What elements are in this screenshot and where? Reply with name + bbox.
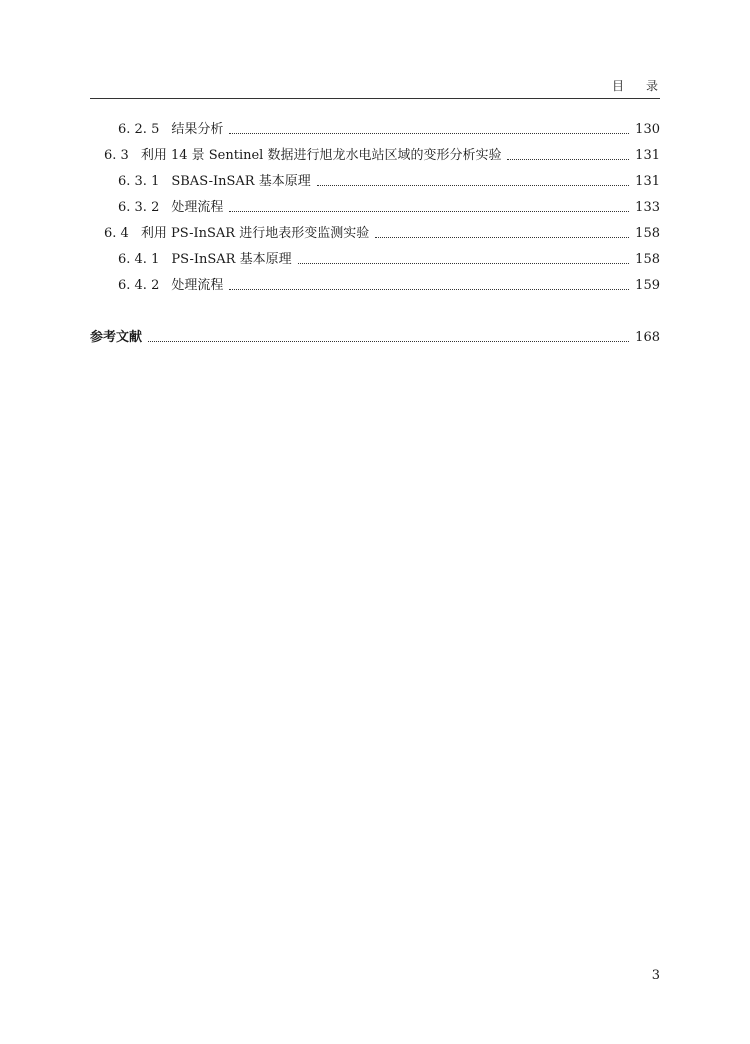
toc-entry-number: 6. 4. 1 bbox=[118, 252, 160, 267]
toc-entry-number: 6. 4. 2 bbox=[118, 278, 160, 293]
toc-entry-page: 131 bbox=[635, 148, 660, 163]
toc-leader-dots bbox=[229, 288, 629, 290]
toc-entry-page: 168 bbox=[635, 330, 660, 345]
toc-leader-dots bbox=[229, 210, 629, 212]
toc-leader-dots bbox=[229, 132, 629, 134]
toc-entry-6-3-2[interactable] bbox=[118, 200, 660, 216]
toc-leader-dots bbox=[375, 236, 629, 238]
toc-entry-6-3[interactable] bbox=[104, 148, 660, 164]
toc-entry-6-2-5[interactable] bbox=[118, 122, 660, 138]
page-number: 3 bbox=[651, 968, 660, 983]
toc-entry-6-3-1[interactable] bbox=[118, 174, 660, 190]
toc-entry-title: 结果分析 bbox=[171, 122, 224, 137]
toc-entry-title: 利用 PS-InSAR 进行地表形变监测实验 bbox=[140, 226, 370, 241]
toc-entry-page: 131 bbox=[635, 174, 660, 189]
toc-entry-page: 159 bbox=[635, 278, 660, 293]
toc-entry-6-4-2[interactable] bbox=[118, 278, 660, 294]
header-title: 目录 bbox=[611, 79, 680, 93]
toc-entry-page: 130 bbox=[635, 122, 660, 137]
toc-entry-page: 158 bbox=[635, 252, 660, 267]
toc-entry-title: 参考文献 bbox=[90, 330, 143, 345]
toc-entry-page: 133 bbox=[635, 200, 660, 215]
toc-entry-number: 6. 4 bbox=[104, 226, 129, 241]
toc-entry-page: 158 bbox=[635, 226, 660, 241]
toc-entry-title: 利用 14 景 Sentinel 数据进行旭龙水电站区域的变形分析实验 bbox=[140, 148, 502, 163]
toc-entry-number: 6. 3 bbox=[104, 148, 129, 163]
toc-entry-references[interactable] bbox=[90, 330, 660, 346]
toc-entry-6-4[interactable] bbox=[104, 226, 660, 242]
toc-entry-title: 处理流程 bbox=[171, 278, 224, 293]
toc-entry-number: 6. 3. 1 bbox=[118, 174, 160, 189]
toc-entry-6-4-1[interactable] bbox=[118, 252, 660, 268]
toc-leader-dots bbox=[317, 184, 629, 186]
toc-entry-title: SBAS-InSAR 基本原理 bbox=[171, 174, 311, 189]
toc-entry-title: PS-InSAR 基本原理 bbox=[171, 252, 292, 267]
toc-entry-number: 6. 3. 2 bbox=[118, 200, 160, 215]
toc-entry-number: 6. 2. 5 bbox=[118, 122, 160, 137]
toc-leader-dots bbox=[148, 340, 629, 342]
toc-leader-dots bbox=[298, 262, 630, 264]
toc-leader-dots bbox=[507, 158, 629, 160]
toc-entry-title: 处理流程 bbox=[171, 200, 224, 215]
